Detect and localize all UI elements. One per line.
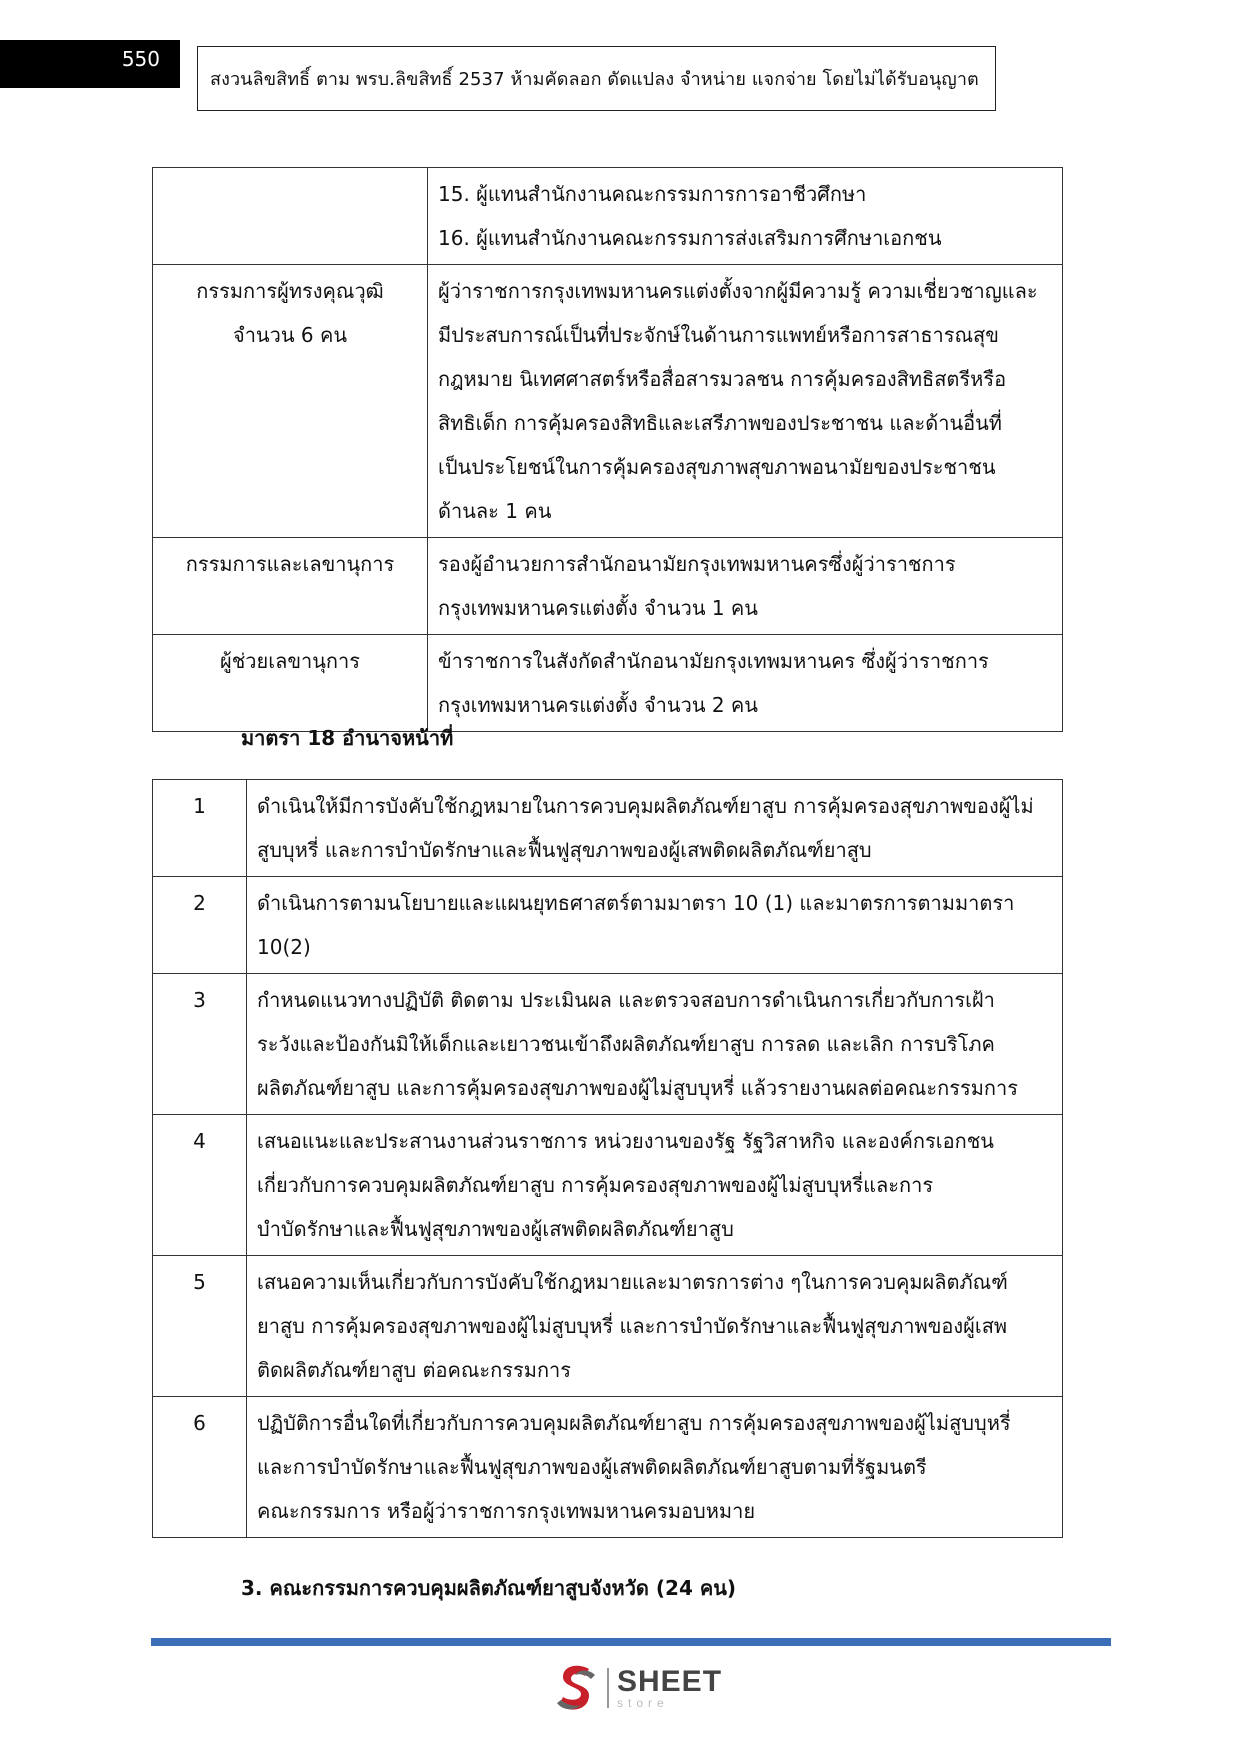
duty-number: 3 (153, 974, 247, 1115)
logo-text (617, 1664, 723, 1710)
duty-line: ติดผลิตภัณฑ์ยาสูบ ต่อคณะกรรมการ (257, 1358, 572, 1382)
duty-line: และการบำบัดรักษาและฟื้นฟูสุขภาพของผู้เสพติดผลิตภัณฑ์ยาสูบตามที่รัฐมนตรี (257, 1455, 927, 1479)
sheet-store-s-icon (555, 1663, 599, 1713)
detail-line: กรุงเทพมหานครแต่งตั้ง จำนวน 2 คน (438, 693, 758, 717)
table-row (153, 265, 1063, 538)
role-cell (153, 635, 428, 732)
duty-number: 4 (153, 1115, 247, 1256)
duty-line: ผลิตภัณฑ์ยาสูบ และการคุ้มครองสุขภาพของผู้ไม่สูบบุหรี่ แล้วรายงานผลต่อคณะกรรมการ (257, 1076, 1018, 1100)
detail-line: มีประสบการณ์เป็นที่ประจักษ์ในด้านการแพทย์หรือการสาธารณสุข (438, 323, 999, 347)
duty-line: สูบบุหรี่ และการบำบัดรักษาและฟื้นฟูสุขภาพของผู้เสพติดผลิตภัณฑ์ยาสูบ (257, 838, 872, 862)
detail-line: 15. ผู้แทนสำนักงานคณะกรรมการการอาชีวศึกษา (438, 182, 867, 206)
footer-rule (151, 1638, 1111, 1646)
duty-number: 1 (153, 780, 247, 877)
duties-table (152, 779, 1063, 1538)
detail-line: กรุงเทพมหานครแต่งตั้ง จำนวน 1 คน (438, 596, 758, 620)
detail-cell (428, 168, 1063, 265)
duty-number: 2 (153, 877, 247, 974)
duty-cell (247, 1397, 1063, 1538)
duty-line: ปฏิบัติการอื่นใดที่เกี่ยวกับการควบคุมผลิตภัณฑ์ยาสูบ การคุ้มครองสุขภาพของผู้ไม่สูบบุหรี่ (257, 1411, 1011, 1435)
duty-line: บำบัดรักษาและฟื้นฟูสุขภาพของผู้เสพติดผลิตภัณฑ์ยาสูบ (257, 1217, 734, 1241)
duty-line: เสนอแนะและประสานงานส่วนราชการ หน่วยงานของรัฐ รัฐวิสาหกิจ และองค์กรเอกชน (257, 1129, 994, 1153)
duty-cell (247, 1256, 1063, 1397)
duty-line: เกี่ยวกับการควบคุมผลิตภัณฑ์ยาสูบ การคุ้มครองสุขภาพของผู้ไม่สูบบุหรี่และการ (257, 1173, 934, 1197)
detail-line: สิทธิเด็ก การคุ้มครองสิทธิและเสรีภาพของประชาชน และด้านอื่นที่ (438, 411, 1002, 435)
detail-line: รองผู้อำนวยการสำนักอนามัยกรุงเทพมหานครซึ่งผู้ว่าราชการ (438, 552, 956, 576)
duty-line: ระวังและป้องกันมิให้เด็กและเยาวชนเข้าถึงผลิตภัณฑ์ยาสูบ การลด และเลิก การบริโภค (257, 1032, 995, 1056)
duty-number: 5 (153, 1256, 247, 1397)
role-line: จำนวน 6 คน (232, 323, 347, 347)
role-cell (153, 168, 428, 265)
detail-line: เป็นประโยชน์ในการคุ้มครองสุขภาพสุขภาพอนามัยของประชาชน (438, 455, 996, 479)
duty-line: คณะกรรมการ หรือผู้ว่าราชการกรุงเทพมหานครมอบหมาย (257, 1499, 756, 1523)
role-cell (153, 265, 428, 538)
detail-line: ข้าราชการในสังกัดสำนักอนามัยกรุงเทพมหานคร ซึ่งผู้ว่าราชการ (438, 649, 989, 673)
logo-main-text: SHEET (617, 1664, 723, 1698)
duty-number: 6 (153, 1397, 247, 1538)
role-line: กรรมการผู้ทรงคุณวุฒิ (196, 279, 384, 303)
duty-cell (247, 974, 1063, 1115)
duty-cell (247, 877, 1063, 974)
detail-cell (428, 538, 1063, 635)
table-row (153, 1397, 1063, 1538)
duty-line: เสนอความเห็นเกี่ยวกับการบังคับใช้กฎหมายและมาตรการต่าง ๆในการควบคุมผลิตภัณฑ์ (257, 1270, 1008, 1294)
table-row (153, 1256, 1063, 1397)
table-row (153, 168, 1063, 265)
detail-line: ผู้ว่าราชการกรุงเทพมหานครแต่งตั้งจากผู้มีความรู้ ความเชี่ยวชาญและ (438, 279, 1038, 303)
detail-cell (428, 265, 1063, 538)
logo-sub-text: store (617, 1695, 669, 1710)
sheet-store-logo (555, 1660, 722, 1715)
detail-cell (428, 635, 1063, 732)
role-line: กรรมการและเลขานุการ (185, 552, 395, 576)
duty-line: 10(2) (257, 935, 311, 959)
duty-line: ดำเนินให้มีการบังคับใช้กฎหมายในการควบคุมผลิตภัณฑ์ยาสูบ การคุ้มครองสุขภาพของผู้ไม่ (257, 794, 1034, 818)
table-row (153, 1115, 1063, 1256)
duty-line: ยาสูบ การคุ้มครองสุขภาพของผู้ไม่สูบบุหรี่ และการบำบัดรักษาและฟื้นฟูสุขภาพของผู้เสพ (257, 1314, 1008, 1338)
table-row (153, 538, 1063, 635)
page-number: 550 (0, 40, 180, 88)
detail-line: 16. ผู้แทนสำนักงานคณะกรรมการส่งเสริมการศึกษาเอกชน (438, 226, 942, 250)
logo-divider (607, 1668, 609, 1708)
committee-table (152, 167, 1063, 732)
detail-line: กฎหมาย นิเทศศาสตร์หรือสื่อสารมวลชน การคุ้มครองสิทธิสตรีหรือ (438, 367, 1007, 391)
detail-line: ด้านละ 1 คน (438, 499, 552, 523)
copyright-notice (197, 46, 996, 111)
table-row (153, 974, 1063, 1115)
duty-cell (247, 1115, 1063, 1256)
section-3-heading: 3. คณะกรรมการควบคุมผลิตภัณฑ์ยาสูบจังหวัด (24 คน) (241, 1576, 737, 1600)
table-row (153, 635, 1063, 732)
duty-cell (247, 780, 1063, 877)
table-row (153, 780, 1063, 877)
duty-line: กำหนดแนวทางปฏิบัติ ติดตาม ประเมินผล และตรวจสอบการดำเนินการเกี่ยวกับการเฝ้า (257, 988, 995, 1012)
copyright-text: สงวนลิขสิทธิ์ ตาม พรบ.ลิขสิทธิ์ 2537 ห้ามคัดลอก ดัดแปลง จำหน่าย แจกจ่าย โดยไม่ได้รับอนุญาต (210, 69, 979, 90)
duty-line: ดำเนินการตามนโยบายและแผนยุทธศาสตร์ตามมาตรา 10 (1) และมาตรการตามมาตรา (257, 891, 1015, 915)
role-cell (153, 538, 428, 635)
table-row (153, 877, 1063, 974)
role-line: ผู้ช่วยเลขานุการ (220, 649, 360, 673)
section-title: มาตรา 18 อำนาจหน้าที่ (241, 726, 454, 750)
